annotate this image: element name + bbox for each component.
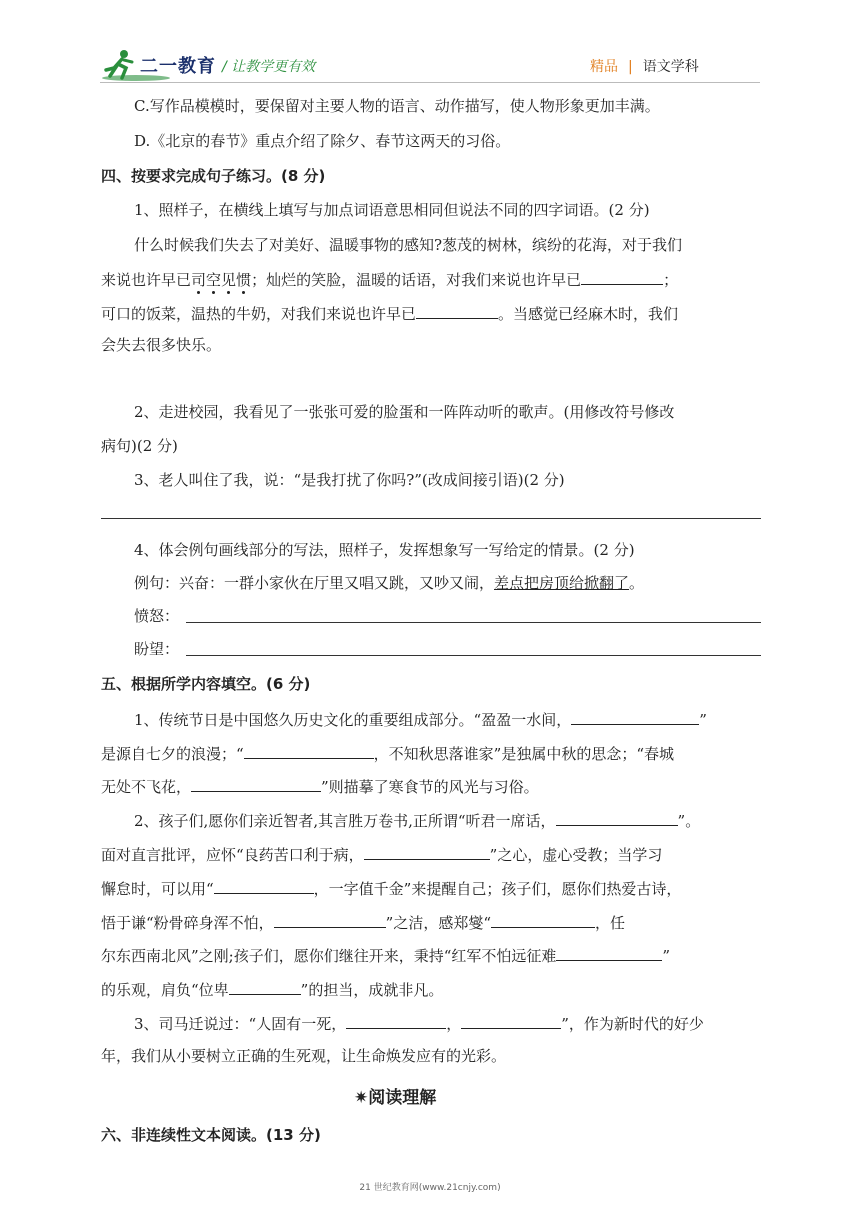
text-span: ， bbox=[446, 1015, 462, 1033]
dotted-char: 惯 bbox=[236, 271, 252, 289]
text-span: ”则描摹了寒食节的风光与习俗。 bbox=[321, 778, 539, 796]
text-span: 例句：兴奋：一群小家伙在厅里又唱又跳，又吵又闹， bbox=[134, 574, 495, 592]
subject-tag bbox=[590, 56, 699, 76]
fill-line bbox=[101, 843, 662, 865]
text-span: ” bbox=[699, 711, 707, 729]
text-span: 面对直言批评，应怀“良药苦口利于病， bbox=[101, 846, 364, 864]
question-1: 1、照样子，在横线上填写与加点词语意思相同但说法不同的四字词语。(2 分) bbox=[134, 201, 650, 219]
fill-line bbox=[134, 809, 700, 831]
option-c: C.写作品模模时，要保留对主要人物的语言、动作描写，使人物形象更加丰满。 bbox=[134, 97, 660, 115]
answer-blank[interactable] bbox=[364, 843, 490, 860]
fill-line bbox=[101, 911, 625, 933]
text-span: ”之心，虚心受教；当学习 bbox=[489, 846, 663, 864]
text-span: ； bbox=[663, 271, 679, 289]
fill-line bbox=[101, 978, 443, 1000]
text-span: 懈怠时，可以用“ bbox=[101, 880, 214, 898]
fill-line bbox=[134, 1012, 704, 1034]
underlined-phrase: 差点把房顶给掀翻了 bbox=[494, 574, 630, 592]
text-span: 2、孩子们,愿你们亲近智者,其言胜万卷书,正所谓“听君一席话， bbox=[134, 812, 556, 830]
anger-label: 愤怒： bbox=[134, 607, 180, 625]
answer-blank[interactable] bbox=[191, 775, 321, 792]
fill-line bbox=[101, 944, 670, 966]
text-span: 1、传统节日是中国悠久历史文化的重要组成部分。“盈盈一水间， bbox=[134, 711, 572, 729]
text-span: ，不知秋思落谁家”是独属中秋的思念；“春城 bbox=[373, 745, 675, 763]
question-2: 2、走进校园，我看见了一张张可爱的脸蛋和一阵阵动听的歌声。(用修改符号修改 bbox=[134, 403, 675, 421]
text-span: 。当感觉已经麻木时，我们 bbox=[498, 305, 679, 323]
paragraph-line bbox=[101, 302, 678, 324]
answer-blank[interactable] bbox=[346, 1012, 446, 1029]
text-span: ，一字值千金”来提醒自己；孩子们，愿你们热爱古诗， bbox=[313, 880, 682, 898]
text-span: ”的担当，成就非凡。 bbox=[300, 981, 444, 999]
answer-blank[interactable] bbox=[416, 302, 498, 319]
text-span: 来说也许早已 bbox=[101, 271, 192, 289]
question-4: 4、体会例句画线部分的写法，照样子，发挥想象写一写给定的情景。(2 分) bbox=[134, 541, 635, 559]
text-span: 的乐观，肩负“位卑 bbox=[101, 981, 229, 999]
answer-blank[interactable] bbox=[581, 268, 663, 285]
reading-section-title: ✷阅读理解 bbox=[354, 1088, 437, 1108]
fill-line bbox=[101, 877, 681, 899]
page-footer: 21 世纪教育网(www.21cnjy.com) bbox=[359, 1183, 501, 1193]
tag-separator: | bbox=[628, 59, 633, 75]
anger-answer-line[interactable] bbox=[186, 622, 761, 623]
fill-line: 年，我们从小要树立正确的生死观，让生命焕发应有的光彩。 bbox=[101, 1047, 507, 1065]
answer-blank[interactable] bbox=[491, 911, 595, 928]
answer-blank[interactable] bbox=[461, 1012, 561, 1029]
fill-line bbox=[101, 775, 539, 797]
section-four-heading: 四、按要求完成句子练习。(8 分) bbox=[101, 167, 326, 185]
answer-blank[interactable] bbox=[556, 809, 678, 826]
hope-label: 盼望： bbox=[134, 640, 180, 658]
paragraph-line: 什么时候我们失去了对美好、温暖事物的感知?葱茂的树林，缤纷的花海，对于我们 bbox=[134, 236, 683, 254]
answer-blank[interactable] bbox=[229, 978, 301, 995]
tag-subject: 语文学科 bbox=[642, 59, 699, 75]
answer-blank[interactable] bbox=[214, 877, 314, 894]
section-six-heading: 六、非连续性文本阅读。(13 分) bbox=[101, 1126, 321, 1144]
answer-blank[interactable] bbox=[556, 944, 662, 961]
brand-name: 二一教育 bbox=[140, 56, 216, 77]
text-span: 。 bbox=[629, 574, 645, 592]
tag-jingpin: 精品 bbox=[590, 59, 618, 75]
paragraph-line bbox=[101, 268, 678, 290]
paragraph-line: 会失去很多快乐。 bbox=[101, 336, 222, 354]
hope-answer-line[interactable] bbox=[186, 655, 761, 656]
answer-line[interactable] bbox=[101, 518, 761, 519]
answer-blank[interactable] bbox=[571, 708, 699, 725]
text-span: 3、司马迁说过：“人固有一死， bbox=[134, 1015, 347, 1033]
text-span: ”，作为新时代的好少 bbox=[561, 1015, 704, 1033]
example-sentence bbox=[134, 573, 644, 593]
text-span: 悟于谦“粉骨碎身浑不怕， bbox=[101, 914, 274, 932]
question-2-cont: 病句)(2 分) bbox=[101, 437, 178, 455]
header-divider bbox=[100, 82, 760, 83]
dotted-char: 见 bbox=[221, 271, 237, 289]
text-span: 可口的饭菜，温热的牛奶，对我们来说也许早已 bbox=[101, 305, 417, 323]
dotted-char: 司 bbox=[191, 271, 207, 289]
brand-slogan: / 让教学更有效 bbox=[222, 59, 316, 75]
section-five-heading: 五、根据所学内容填空。(6 分) bbox=[101, 675, 311, 693]
text-span: 是源自七夕的浪漫；“ bbox=[101, 745, 244, 763]
text-span: ”。 bbox=[677, 812, 701, 830]
fill-line bbox=[134, 708, 707, 730]
fill-line bbox=[101, 742, 674, 764]
answer-blank[interactable] bbox=[274, 911, 386, 928]
dotted-char: 空 bbox=[206, 271, 222, 289]
text-span: ”之洁，感郑燮“ bbox=[385, 914, 492, 932]
text-span: 无处不飞花， bbox=[101, 778, 192, 796]
answer-blank[interactable] bbox=[244, 742, 374, 759]
text-span: ；灿烂的笑脸，温暖的话语，对我们来说也许早已 bbox=[251, 271, 582, 289]
text-span: ，任 bbox=[595, 914, 626, 932]
text-span: 尔东西南北风”之刚;孩子们，愿你们继往开来，秉持“红军不怕远征难 bbox=[101, 947, 557, 965]
option-d: D.《北京的春节》重点介绍了除夕、春节这两天的习俗。 bbox=[134, 132, 511, 150]
text-span: ” bbox=[662, 947, 671, 965]
question-3: 3、老人叫住了我，说：“是我打扰了你吗?”(改成间接引语)(2 分) bbox=[134, 471, 565, 489]
page-header bbox=[0, 0, 860, 90]
